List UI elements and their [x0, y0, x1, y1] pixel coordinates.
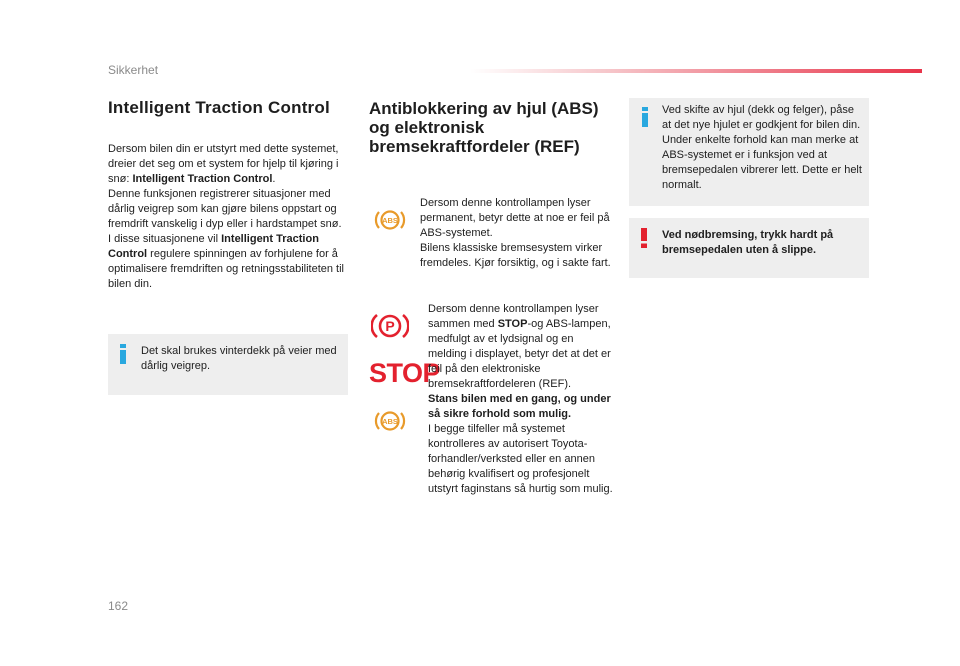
abs-lamp-line-1: Dersom denne kontrollampen lyser permanent, betyr dette at noe er feil på ABS-systemet. [420, 197, 610, 239]
left-body [108, 142, 351, 292]
info-box-winter-tyres [108, 334, 348, 395]
page-number: 162 [108, 599, 129, 613]
abs-warning-icon [374, 208, 406, 232]
stop-warning-icon: STOP [369, 358, 441, 388]
info-box-wheel-change [629, 98, 869, 206]
abs-warning-icon-2 [374, 409, 406, 433]
brake-icon-label: P [385, 318, 395, 334]
heading-intelligent-traction-control: Intelligent Traction Control [108, 98, 330, 117]
ref-fault-warning: Stans bilen med en gang, og under så sikre forhold som mulig. [428, 393, 611, 420]
warning-box-emergency-braking [629, 218, 869, 278]
abs-lamp-text [420, 196, 615, 271]
abs-lamp-line-2: Bilens klassiske bremsesystem virker fremdeles. Kjør forsiktig, og i sakte fart. [420, 242, 611, 269]
info-icon [118, 344, 128, 364]
ref-fault-para-1: Dersom denne kontrollampen lyser sammen med STOP-og ABS-lampen, medfulgt av et lydsignal og en melding i displayet, betyr det at det er feil på den elektroniske bremsekraftfordeleren (REF). [428, 303, 611, 390]
ref-fault-text [428, 302, 615, 497]
abs-icon-label: ABS [382, 216, 398, 225]
ref-fault-para-2: I begge tilfeller må systemet kontrolleres av autorisert Toyota-forhandler/verksted eller en annen behørig kvalifisert og profesjonelt utstyrt faginstans så hurtig som mulig. [428, 423, 613, 495]
section-label: Sikkerhet [108, 63, 159, 77]
warning-exclamation-icon [639, 228, 649, 248]
info-icon [640, 107, 650, 127]
left-para-2: Denne funksjonen registrerer situasjoner med dårlig veigrep som kan gjøre bilens oppstart og fremdrift vanskelig i dyp eller i hardstampet snø. [108, 188, 342, 230]
left-para-3: I disse situasjonene vil Intelligent Traction Control regulere spinningen av forhjulene for å optimalisere fremdriften og retningsstabiliteten til bilen din. [108, 233, 345, 290]
left-para-1: Dersom bilen din er utstyrt med dette systemet, dreier det seg om et system for hjelp til kjøring i snø: Intelligent Traction Control. [108, 143, 339, 185]
header-rule [470, 69, 922, 73]
info-box-text: Ved skifte av hjul (dekk og felger), påse at det nye hjulet er godkjent for bilen din. Under enkelte forhold kan man merke at ABS-systemet er i funksjon ved at bremsepedalen vibrerer lett. Dette er helt normalt. [662, 104, 862, 191]
info-box-text: Det skal brukes vinterdekk på veier med dårlig veigrep. [141, 345, 337, 372]
heading-abs-ref: Antiblokkering av hjul (ABS) og elektronisk bremsekraftfordeler (REF) [369, 99, 599, 156]
brake-warning-icon [371, 311, 409, 341]
warning-box-text: Ved nødbremsing, trykk hardt på bremsepedalen uten å slippe. [662, 229, 834, 256]
abs-icon-2-label: ABS [382, 417, 398, 426]
